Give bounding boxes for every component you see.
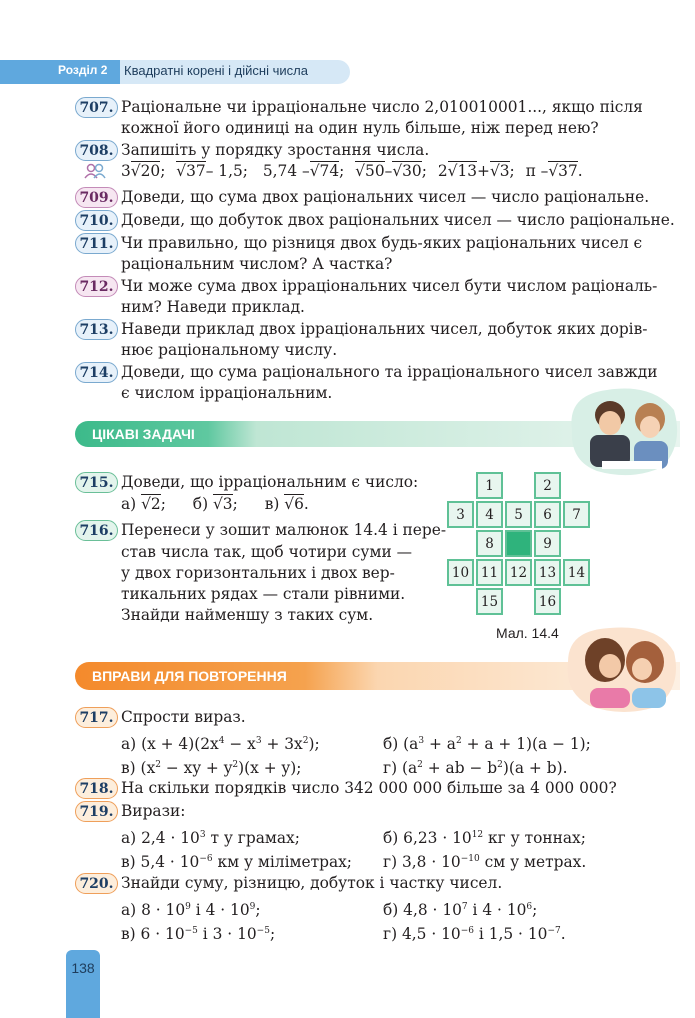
option-label: а): [121, 495, 137, 513]
grid-cell-11: 11: [476, 559, 503, 586]
task-number-719: 719.: [75, 801, 118, 822]
expr: кг у тоннах;: [483, 829, 586, 847]
task-713-line-2: нює раціональному числу.: [121, 341, 338, 359]
pair-work-icon: [84, 163, 106, 179]
task-715-options: [121, 494, 309, 514]
expr: а) (x + 4)(2x: [121, 735, 219, 753]
grid-cell-9: 9: [534, 530, 561, 557]
power: 2: [455, 736, 462, 746]
power: −5: [184, 926, 198, 936]
expr: + a + 1)(a − 1);: [461, 735, 591, 753]
sqrt-sign: √13: [447, 162, 478, 180]
grid-cell-13: 13: [534, 559, 561, 586]
power: 9: [249, 902, 256, 912]
task-number-713: 713.: [75, 319, 118, 340]
radicand: 3: [499, 162, 510, 180]
radicand: 20: [140, 162, 161, 180]
power: 6: [526, 902, 533, 912]
sep: .: [577, 162, 583, 180]
radicand: 74: [319, 162, 340, 180]
expr: − x: [224, 735, 256, 753]
expr: г) 3,8 · 10: [383, 853, 461, 871]
task-716-line-1: Перенеси у зошит малюнок 14.4 і пере-: [121, 521, 447, 539]
task-720-line-1: Знайди суму, різницю, добуток і частку чисел.: [121, 874, 503, 892]
task-720-d: [383, 921, 566, 944]
sqrt-sign: √3: [212, 495, 233, 513]
section-title-interesting: ЦІКАВІ ЗАДАЧІ: [92, 426, 195, 442]
expr: .: [560, 925, 566, 943]
expr: б) (a: [383, 735, 419, 753]
task-717-d: [383, 755, 567, 778]
power: 3: [255, 736, 262, 746]
task-number-712: 712.: [75, 276, 118, 297]
expr: т у грамах;: [205, 829, 300, 847]
task-719-line-1: Вирази:: [121, 802, 186, 820]
option-label: в): [264, 495, 280, 513]
op: –: [384, 162, 393, 180]
sep: ;: [232, 495, 238, 513]
task-714-line-1: Доведи, що сума раціонального та ірраціонального чисел завжди: [121, 363, 658, 381]
task-number-708: 708.: [75, 140, 118, 161]
grid-cell-1: 1: [476, 472, 503, 499]
sqrt-sign: √37: [176, 162, 206, 180]
task-716-line-5: Знайди найменшу з таких сум.: [121, 606, 374, 624]
task-717-a: [121, 731, 320, 754]
grid-cell-15: 15: [476, 588, 503, 615]
task-number-717: 717.: [75, 707, 118, 728]
task-720-c: [121, 921, 275, 944]
radicand: 6: [294, 495, 304, 513]
expr: + 3x: [261, 735, 303, 753]
sep: .: [303, 495, 309, 513]
task-710-line-1: Доведи, що добуток двох раціональних чисел — число раціональне.: [121, 211, 675, 229]
expr: в) 5,4 · 10: [121, 853, 200, 871]
sqrt-sign: √2: [141, 495, 161, 513]
power: 2: [232, 760, 239, 770]
sqrt-sign: √50: [355, 162, 385, 180]
section-label: Розділ 2: [58, 63, 108, 77]
task-number-715: 715.: [75, 472, 118, 493]
section-title-review: ВПРАВИ ДЛЯ ПОВТОРЕННЯ: [92, 668, 287, 684]
task-707-line-2: кожної його одиниці на один нуль більше, ніж перед нею?: [121, 119, 599, 137]
expr: − xy + y: [160, 759, 233, 777]
expr: )(a + b).: [502, 759, 568, 777]
sep: ;: [160, 495, 166, 513]
girls-photo: [560, 622, 680, 714]
task-717-b: [383, 731, 591, 754]
sep: ;: [160, 162, 166, 180]
task-number-710: 710.: [75, 210, 118, 231]
task-number-714: 714.: [75, 362, 118, 383]
task-716-line-2: став числа так, щоб чотири суми —: [121, 543, 412, 561]
expr: а) 8 · 10: [121, 901, 186, 919]
power: 2: [155, 760, 161, 770]
task-717-line-1: Спрости вираз.: [121, 708, 246, 726]
power: −5: [256, 926, 270, 936]
radicand: 2: [150, 495, 161, 513]
sqrt-sign: √20: [130, 162, 161, 180]
task-707-line-1: Раціональне чи ірраціональне число 2,010010001..., якщо після: [121, 98, 643, 116]
grid-cell-4: 4: [476, 501, 503, 528]
expr: ;: [269, 925, 276, 943]
power: 2: [417, 760, 423, 770]
grid-cell-8: 8: [476, 530, 503, 557]
op: +: [477, 162, 490, 180]
task-number-716: 716.: [75, 520, 118, 541]
power: −7: [547, 926, 561, 936]
sep: ;: [339, 162, 345, 180]
grid-cell-5: 5: [505, 501, 532, 528]
expr-coef: 2: [437, 162, 448, 180]
grid-cell-3: 3: [447, 501, 474, 528]
task-number-720: 720.: [75, 873, 118, 894]
task-712-line-2: ним? Наведи приклад.: [121, 298, 305, 316]
sqrt-sign: √6: [284, 495, 304, 513]
expr: а) 2,4 · 10: [121, 829, 200, 847]
option-label: б): [192, 495, 209, 513]
chapter-title: Квадратні корені і дійсні числа: [124, 63, 308, 78]
task-711-line-1: Чи правильно, що різниця двох будь-яких раціональних чисел є: [121, 234, 643, 252]
task-718-line-1: На скільки порядків число 342 000 000 більше за 4 000 000?: [121, 779, 617, 797]
task-708-expressions: [121, 161, 583, 181]
power: 12: [471, 830, 484, 840]
task-716-line-4: тикальних рядах — стали рівними.: [121, 585, 406, 603]
task-number-718: 718.: [75, 778, 118, 799]
task-711-line-2: раціональним числом? А частка?: [121, 255, 393, 273]
sep: ;: [509, 162, 515, 180]
students-photo: [562, 385, 680, 477]
expr: г) 4,5 · 10: [383, 925, 461, 943]
power: 2: [302, 736, 309, 746]
power: 2: [497, 760, 503, 770]
sep: – 1,5;: [205, 162, 248, 180]
grid-cell-12: 12: [505, 559, 532, 586]
task-number-707: 707.: [75, 97, 118, 118]
expr: б) 6,23 · 10: [383, 829, 472, 847]
power: −10: [460, 854, 480, 864]
sqrt-sign: √74: [309, 162, 340, 180]
expr: км у міліметрах;: [212, 853, 352, 871]
grid-cell-10: 10: [447, 559, 474, 586]
power: 4: [218, 736, 225, 746]
power: 3: [418, 736, 425, 746]
expr: і 1,5 · 10: [473, 925, 548, 943]
grid-cell-6: 6: [534, 501, 561, 528]
task-717-c: [121, 755, 301, 778]
task-720-b: [383, 897, 537, 920]
power: −6: [460, 926, 474, 936]
task-719-d: [383, 849, 586, 872]
expr: б) 4,8 · 10: [383, 901, 462, 919]
power: 7: [461, 902, 468, 912]
power: 3: [199, 830, 206, 840]
task-720-a: [121, 897, 261, 920]
expr-coef: 3: [121, 162, 131, 180]
grid-cell-7: 7: [563, 501, 590, 528]
expr: );: [308, 735, 320, 753]
radicand: 37: [186, 162, 206, 180]
task-713-line-1: Наведи приклад двох ірраціональних чисел, добуток яких дорів-: [121, 320, 648, 338]
task-719-c: [121, 849, 352, 872]
task-number-709: 709.: [75, 187, 118, 208]
grid-center-filled: [505, 530, 532, 557]
grid-cell-2: 2: [534, 472, 561, 499]
expr: і 3 · 10: [197, 925, 257, 943]
task-715-line-1: Доведи, що ірраціональним є число:: [121, 473, 419, 491]
sqrt-sign: √30: [392, 162, 422, 180]
expr: ;: [532, 901, 538, 919]
sqrt-sign: √3: [489, 162, 510, 180]
task-719-b: [383, 825, 586, 848]
expr-part: 5,74 –: [262, 162, 310, 180]
expr: )(x + y);: [238, 759, 302, 777]
task-709-line-1: Доведи, що сума двох раціональних чисел — число раціональне.: [121, 188, 650, 206]
figure-caption: Мал. 14.4: [496, 625, 559, 641]
expr: + a: [424, 735, 456, 753]
sep: ;: [421, 162, 427, 180]
expr: в) 6 · 10: [121, 925, 185, 943]
expr: і 4 · 10: [467, 901, 527, 919]
grid-cell-16: 16: [534, 588, 561, 615]
radicand: 30: [402, 162, 422, 180]
grid-cell-14: 14: [563, 559, 590, 586]
sqrt-sign: √37: [548, 162, 578, 180]
task-719-a: [121, 825, 300, 848]
expr: + ab − b: [422, 759, 498, 777]
expr: см у метрах.: [479, 853, 587, 871]
page-number: 138: [71, 960, 95, 976]
power: 9: [185, 902, 191, 912]
task-712-line-1: Чи може сума двох ірраціональних чисел бути числом раціональ-: [121, 277, 658, 295]
expr: г) (a: [383, 759, 418, 777]
task-number-711: 711.: [75, 233, 118, 254]
radicand: 13: [457, 162, 478, 180]
radicand: 37: [558, 162, 578, 180]
task-714-line-2: є числом ірраціональним.: [121, 384, 333, 402]
task-708-line-1: Запишіть у порядку зростання числа.: [121, 141, 430, 159]
radicand: 3: [222, 495, 233, 513]
expr: ;: [255, 901, 261, 919]
expr: в) (x: [121, 759, 156, 777]
power: −6: [199, 854, 213, 864]
radicand: 50: [365, 162, 385, 180]
expr: і 4 · 10: [190, 901, 250, 919]
expr-part: π –: [525, 162, 549, 180]
task-716-line-3: у двох горизонтальних і двох вер-: [121, 564, 395, 582]
